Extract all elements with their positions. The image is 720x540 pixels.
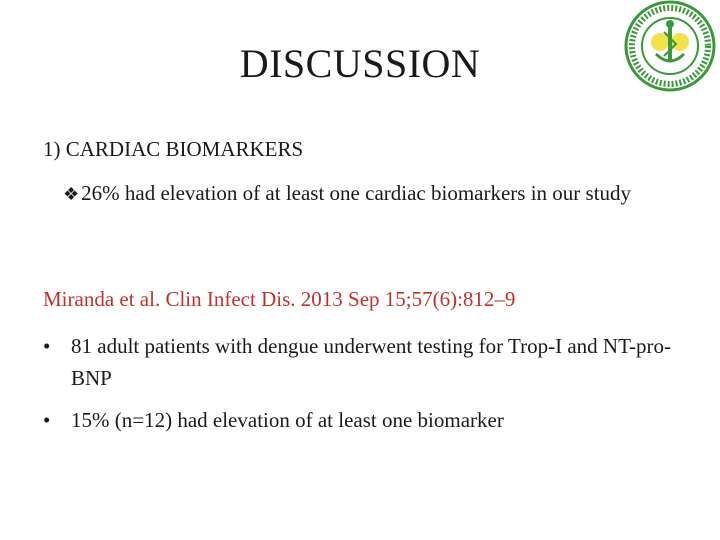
reference-citation: Miranda et al. Clin Infect Dis. 2013 Sep 15;57(6):812–9: [43, 287, 516, 311]
section-heading: 1) CARDIAC BIOMARKERS: [43, 137, 304, 161]
list-item-text: 15% (n=12) had elevation of at least one biomarker: [71, 408, 504, 432]
bullet-dot-icon: •: [43, 408, 51, 432]
finding-bullet: [43, 177, 683, 210]
finding-text: 26% had elevation of at least one cardiac biomarkers in our study: [81, 181, 632, 205]
list-item: [43, 330, 683, 394]
diamond-bullet-icon: ❖: [63, 184, 80, 204]
slide-title: DISCUSSION: [239, 41, 481, 86]
list-item: [43, 404, 683, 436]
list-item-text: 81 adult patients with dengue underwent testing for Trop-I and NT-pro-BNP: [71, 334, 671, 390]
institute-seal-icon: [612, 0, 720, 100]
bullet-dot-icon: •: [43, 334, 51, 358]
